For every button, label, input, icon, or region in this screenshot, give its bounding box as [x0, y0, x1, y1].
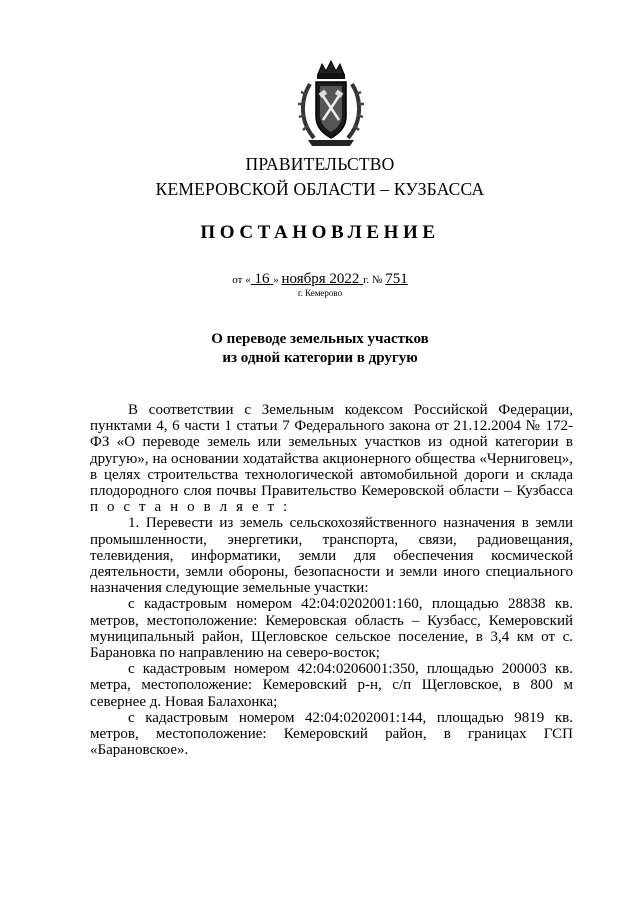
- city-name: г. Кемерово: [297, 288, 343, 298]
- decree-word: п о с т а н о в л я е т :: [90, 499, 290, 516]
- land-plot-1-paragraph: с кадастровым номером 42:04:0202001:160, площадью 28838 кв. метров, местоположение: Кемеровская область – Кузбасс, Кемеровский муниципальный район, Щегловское сельское поселение, в 3,4 км от с. Барановка по направлению на северо-восток;: [90, 596, 573, 662]
- item-1-paragraph: 1. Перевести из земель сельскохозяйственного назначения в земли промышленности, энергетики, транспорта, связи, радиовещания, телевидения, информатики, земли для обеспечения космической деятельности, земли обороны, безопасности и земли иного специального назначения следующие земельные участки:: [90, 515, 573, 597]
- land-plot-3-paragraph: с кадастровым номером 42:04:0202001:144, площадью 9819 кв. метров, местоположение: Кемеровский район, в границах ГСП «Барановское».: [90, 709, 573, 759]
- coat-of-arms-emblem: [296, 60, 366, 150]
- date-mid: »: [273, 274, 282, 286]
- document-type-title: ПОСТАНОВЛЕНИЕ: [200, 222, 440, 243]
- crown-icon: [317, 61, 345, 79]
- document-body: [90, 402, 573, 758]
- government-name-line2: КЕМЕРОВСКОЙ ОБЛАСТИ – КУЗБАССА: [155, 179, 485, 199]
- government-name-line1: ПРАВИТЕЛЬСТВО: [245, 154, 395, 174]
- land-plot-2-paragraph: с кадастровым номером 42:04:0206001:350, площадью 200003 кв. метра, местоположение: Кемеровский р-н, с/п Щегловское, в 800 м севернее д. Новая Балахонка;: [90, 661, 573, 710]
- subject-line2: из одной категории в другую: [222, 350, 418, 366]
- preamble-text: В соответствии с Земельным кодексом Российской Федерации, пунктами 4, 6 части 1 статьи 7 Федерального закона от 21.12.2004 № 172-ФЗ «О переводе земель или земельных участков из одной категории в другую», на основании ходатайства акционерного общества «Черниговец», в целях строительства технологической автомобильной дороги и склада плодородного слоя почвы Правительство Кемеровской области – Кузбасса: [90, 402, 573, 500]
- preamble-paragraph: [90, 402, 573, 515]
- date-prefix: от «: [232, 274, 251, 286]
- year-suffix: г. №: [363, 274, 386, 286]
- document-number: 751: [385, 271, 408, 287]
- date-month-year: ноября 2022: [281, 271, 364, 287]
- subject-line1: О переводе земельных участков: [211, 331, 429, 347]
- date-number-line: [0, 271, 640, 288]
- date-day: 16: [250, 271, 274, 287]
- document-subject: [0, 330, 640, 368]
